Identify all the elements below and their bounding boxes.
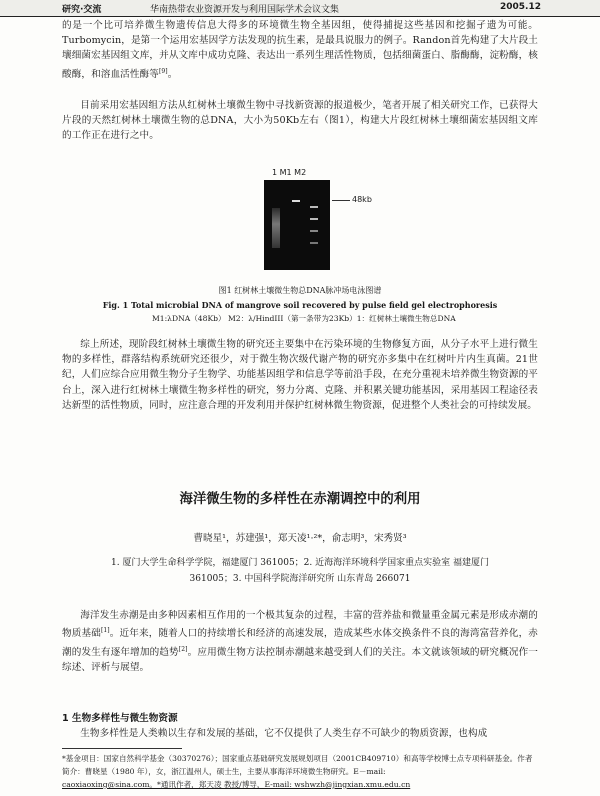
figure-caption-cn: 图1 红树林土壤微生物总DNA脉冲场电泳图谱 xyxy=(218,286,382,295)
article-authors: 曹晓星¹，苏建强¹，郑天凌¹·²*，俞志明³，宋秀贤³ xyxy=(193,533,407,544)
author-affiliations: 1. 厦门大学生命科学学院，福建厦门 361005；2. 近海海洋环境科学国家重点实验室 福建厦门 361005；3. 中国科学院海洋研究所 山东青岛 266071 xyxy=(111,558,489,584)
figure-legend: M1:λDNA（48Kb） M2：λ/HindIII（第一条带为23Kb）1：红树林土壤微生物总DNA xyxy=(152,314,456,323)
size-marker-label: 48kb xyxy=(352,195,372,204)
gel-lane-m1 xyxy=(292,188,300,266)
footnote-rule xyxy=(62,748,182,749)
citation: [9] xyxy=(158,67,168,75)
running-header xyxy=(0,0,600,17)
header-center: 华南热带农业资源开发与利用国际学术会议文集 xyxy=(150,5,340,15)
figure-caption-en: Fig. 1 Total microbial DNA of mangrove soil recovered by pulse field gel electrophoresis xyxy=(102,300,498,310)
marker-arrow xyxy=(332,200,350,201)
gel-lane-1 xyxy=(272,188,280,266)
citation: [2] xyxy=(178,645,188,653)
gel-electrophoresis-image xyxy=(264,180,330,270)
gel-lane-m2 xyxy=(310,188,318,266)
footnote: *基金项目：国家自然科学基金（30370276）；国家重点基础研究发展规划项目（2001CB409710）和高等学校博士点专项科研基金。作者简介：曹晓星（1980 年），女，浙江温州人，硕士生，主要从事海洋环境微生物研究。E－mail: caoxiaoxing@sina.com。*通讯作者，郑天凌 教授/博导，E-mail: wshwzh@jingxian.xmu.edu.cn xyxy=(62,754,533,789)
paragraph-1: 的是一个比可培养微生物遗传信息大得多的环境微生物全基因组，使得捕捉这些基因和挖掘孑遗为可能。Turbomycin，是第一个运用宏基因学方法发现的抗生素，是最具说服力的例子。Randon首先构建了大片段土壤细菌宏基因组文库，并从文库中成功克隆、表达出一系列生理活性物质，包括细菌蛋白、脂酶酶，淀粉酶，核酸酶，和溶血活性酶等[9]。 xyxy=(62,20,538,80)
paragraph-3: 综上所述，现阶段红树林土壤微生物的研究还主要集中在污染环境的生物修复方面，从分子水平上进行微生物的多样性，群落结构系统研究还很少，对于微生物次级代谢产物的研究亦多集中在红树叶片内生真菌。21世纪，人们应综合应用微生物分子生物学、功能基因组学和信息学等前沿手段，在充分重视未培养微生物资源的平台上，深入进行红树林土壤微生物多样性的研究，努力分离、克隆、并积累关键功能基因，采用基因工程途径表达新型的活性物质，同时，应注意合理的开发利用并保护红树林微生物资源，促进整个人类社会的可持续发展。 xyxy=(62,339,538,411)
paragraph-2: 目前采用宏基因组方法从红树林土壤微生物中寻找新资源的报道极少，笔者开展了相关研究工作，已获得大片段的天然红树林土壤微生物的总DNA，大小为50Kb左右（图1），构建大片段红树林土壤细菌宏基因组文库的工作正在进行之中。 xyxy=(62,100,538,142)
paragraph-5: 生物多样性是人类赖以生存和发展的基础，它不仅提供了人类生存不可缺少的物质资源，也构成 xyxy=(80,728,488,739)
paragraph-4: 海洋发生赤潮是由多种因素相互作用的一个极其复杂的过程，丰富的营养盐和微量重金属元素是形成赤潮的物质基础[1]。近年来，随着人口的持续增长和经济的高速发展，造成某些水体交换条件不良的海湾富营养化，赤潮的发生有逐年增加的趋势[2]。应用微生物方法控制赤潮越来越受到人们的关注。本文就该领域的研究概况作一综述、评析与展望。 xyxy=(62,610,538,673)
citation: [1] xyxy=(100,627,110,635)
header-left: 研究·交流 xyxy=(62,5,102,15)
gel-lane-labels: 1 M1 M2 xyxy=(272,168,307,177)
article-title: 海洋微生物的多样性在赤潮调控中的利用 xyxy=(179,492,421,507)
header-right: 2005.12 xyxy=(500,2,541,12)
section-heading: 1 生物多样性与微生物资源 xyxy=(62,713,178,724)
